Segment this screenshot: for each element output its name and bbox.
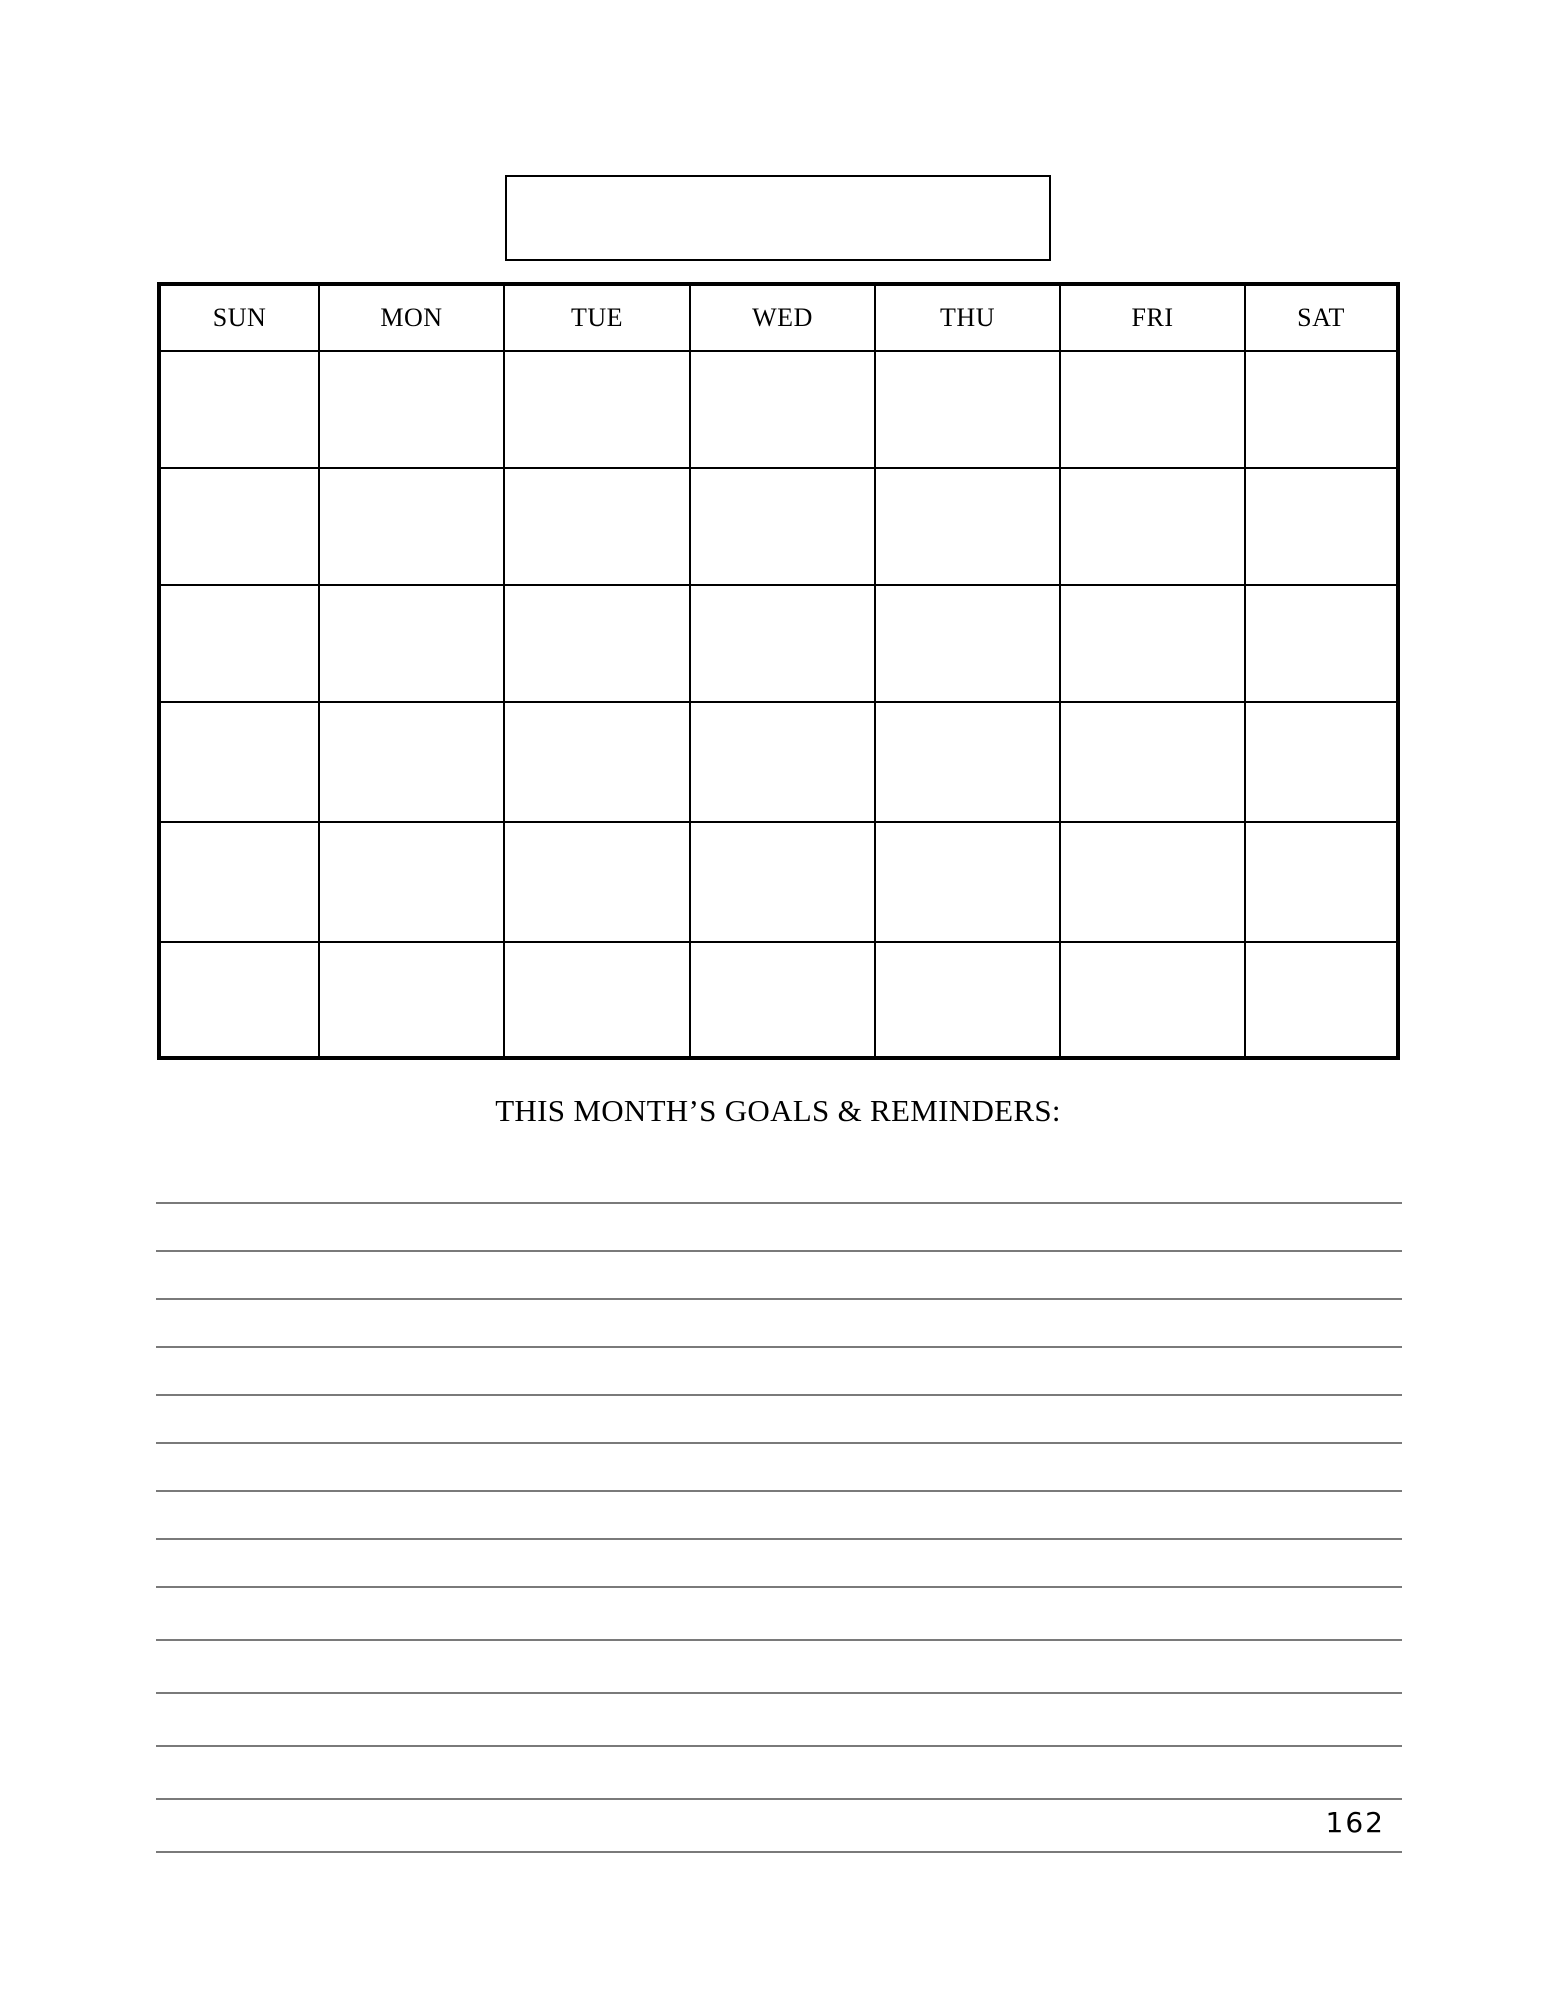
day-cell[interactable] <box>691 586 876 703</box>
day-cell[interactable] <box>161 352 320 469</box>
day-cell[interactable] <box>1246 352 1396 469</box>
writing-line[interactable] <box>156 1538 1402 1540</box>
writing-line[interactable] <box>156 1798 1402 1800</box>
writing-line[interactable] <box>156 1490 1402 1492</box>
day-cell[interactable] <box>320 943 505 1056</box>
day-cell[interactable] <box>161 469 320 586</box>
day-header-mon: MON <box>320 286 505 352</box>
day-cell[interactable] <box>876 352 1061 469</box>
day-cell[interactable] <box>691 352 876 469</box>
month-title-box <box>505 175 1051 261</box>
day-cell[interactable] <box>161 823 320 943</box>
day-cell[interactable] <box>1061 586 1246 703</box>
goals-reminders-heading: THIS MONTH’S GOALS & REMINDERS: <box>495 1093 1061 1128</box>
day-header-sun: SUN <box>161 286 320 352</box>
day-cell[interactable] <box>320 352 505 469</box>
day-cell[interactable] <box>1246 943 1396 1056</box>
day-cell[interactable] <box>320 469 505 586</box>
day-cell[interactable] <box>876 586 1061 703</box>
day-cell[interactable] <box>161 703 320 823</box>
day-header-fri: FRI <box>1061 286 1246 352</box>
day-cell[interactable] <box>1246 586 1396 703</box>
day-cell[interactable] <box>161 586 320 703</box>
day-cell[interactable] <box>320 586 505 703</box>
day-cell[interactable] <box>1246 823 1396 943</box>
day-header-thu: THU <box>876 286 1061 352</box>
day-cell[interactable] <box>876 469 1061 586</box>
calendar-grid <box>157 282 1400 1060</box>
day-cell[interactable] <box>1061 352 1246 469</box>
day-cell[interactable] <box>691 469 876 586</box>
writing-line[interactable] <box>156 1692 1402 1694</box>
day-cell[interactable] <box>320 823 505 943</box>
day-header-sat: SAT <box>1246 286 1396 352</box>
writing-line[interactable] <box>156 1851 1402 1853</box>
day-cell[interactable] <box>1061 469 1246 586</box>
day-cell[interactable] <box>691 823 876 943</box>
day-cell[interactable] <box>505 703 691 823</box>
writing-line[interactable] <box>156 1745 1402 1747</box>
day-cell[interactable] <box>1061 943 1246 1056</box>
day-header-tue: TUE <box>505 286 691 352</box>
day-cell[interactable] <box>876 703 1061 823</box>
day-cell[interactable] <box>1246 469 1396 586</box>
writing-line[interactable] <box>156 1250 1402 1252</box>
writing-line[interactable] <box>156 1298 1402 1300</box>
day-cell[interactable] <box>691 703 876 823</box>
writing-line[interactable] <box>156 1346 1402 1348</box>
writing-line[interactable] <box>156 1442 1402 1444</box>
day-cell[interactable] <box>161 943 320 1056</box>
day-cell[interactable] <box>505 823 691 943</box>
day-cell[interactable] <box>1061 823 1246 943</box>
day-cell[interactable] <box>505 469 691 586</box>
writing-line[interactable] <box>156 1639 1402 1641</box>
day-cell[interactable] <box>876 823 1061 943</box>
day-cell[interactable] <box>505 943 691 1056</box>
writing-line[interactable] <box>156 1202 1402 1204</box>
day-cell[interactable] <box>320 703 505 823</box>
day-cell[interactable] <box>505 352 691 469</box>
day-cell[interactable] <box>505 586 691 703</box>
page-number: 162 <box>1325 1806 1385 1839</box>
day-cell[interactable] <box>876 943 1061 1056</box>
writing-line[interactable] <box>156 1394 1402 1396</box>
day-cell[interactable] <box>691 943 876 1056</box>
day-cell[interactable] <box>1246 703 1396 823</box>
day-header-wed: WED <box>691 286 876 352</box>
writing-line[interactable] <box>156 1586 1402 1588</box>
day-cell[interactable] <box>1061 703 1246 823</box>
